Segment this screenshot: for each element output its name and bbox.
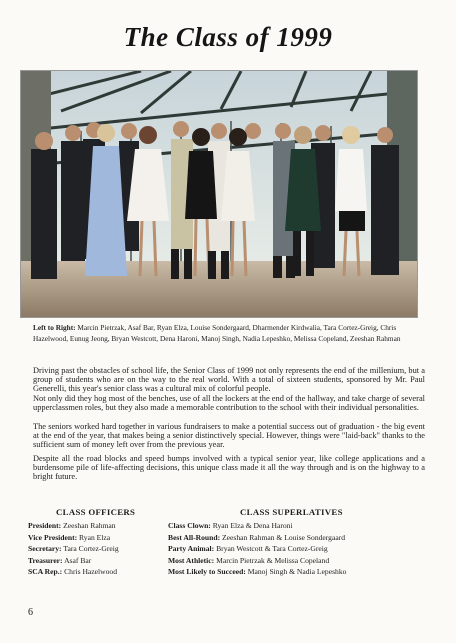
superlative-name: Ryan Elza & Dena Haroni <box>212 521 293 530</box>
officer-name: Ryan Elza <box>79 532 111 542</box>
page-title: The Class of 1999 <box>123 22 333 52</box>
superlative-row <box>168 543 346 555</box>
superlative-role: Best All-Round: <box>168 532 221 542</box>
superlative-role: Class Clown: <box>168 521 211 530</box>
officer-role: Secretary: <box>28 544 62 553</box>
officer-row <box>28 566 119 578</box>
superlative-row <box>168 520 346 532</box>
officer-name: Zeeshan Rahman <box>63 521 116 530</box>
officer-name: Tara Cortez-Greig <box>63 544 119 553</box>
officer-role: President: <box>28 521 62 530</box>
superlatives-heading: CLASS SUPERLATIVES <box>240 507 343 517</box>
officer-row <box>28 543 119 555</box>
superlative-role: Party Animal: <box>168 544 215 553</box>
officer-role: Vice President: <box>28 532 78 542</box>
officer-row <box>28 532 119 544</box>
paragraph-1: Driving past the obstacles of school life, the Senior Class of 1999 not only represents the end of the millenium, but a group of students who are on the way to the real world. With a total of sixteen students, sponsored by Mr. Paul Generelli, this year's senior class was a cultural mix of colorful people. <box>33 366 425 393</box>
superlatives-list <box>168 520 346 578</box>
paragraph-3: The seniors worked hard together in various fundraisers to make a potential success out of graduation - the big event at the end of the year, that makes being a senior distinctively special. However, things were "laid-back" thanks to the sufficient sum of money left over from the previous year. <box>33 422 425 449</box>
officer-name: Chris Hazelwood <box>64 567 118 576</box>
superlative-role: Most Likely to Succeed: <box>168 567 246 576</box>
officer-role: SCA Rep.: <box>28 567 63 576</box>
superlative-row <box>168 566 346 578</box>
officers-list <box>28 520 119 578</box>
superlative-name: Bryan Westcott & Tara Cortez-Greig <box>216 544 328 553</box>
paragraph-2: Not only did they hog most of the benches, use of all the lockers at the end of the hallway, and take charge of several upperclassmen roles, but they also made a memorable contribution to the school with their individual personalities. <box>33 394 425 412</box>
class-group-photo-illustration <box>21 71 417 317</box>
officers-heading: CLASS OFFICERS <box>56 507 136 517</box>
caption-prefix: Left to Right: <box>33 323 76 332</box>
superlative-name: Zeeshan Rahman & Louise Sondergaard <box>222 532 346 542</box>
officer-name: Asaf Bar <box>64 555 92 565</box>
superlative-name: Manoj Singh & Nadia Lepeshko <box>247 567 347 576</box>
photo-caption <box>33 322 413 344</box>
class-group-photo <box>20 70 418 318</box>
officer-role: Treasurer: <box>28 555 63 565</box>
officer-row <box>28 555 119 567</box>
superlative-role: Most Athletic: <box>168 555 215 565</box>
paragraph-4: Despite all the road blocks and speed bumps involved with a typical senior year, like college applications and a burdensome pile of life-affecting decisions, this unique class made it all the way through and is on the highway to a bright future. <box>33 454 425 481</box>
superlative-row <box>168 532 346 544</box>
superlative-row <box>168 555 346 567</box>
caption-names: Marcin Pietrzak, Asaf Bar, Ryan Elza, Louise Sondergaard, Dharmender Kirdwalia, Tara Cortez-Greig, Chris Hazelwood, Eunug Jeong, Bryan Westcott, Dena Haroni, Manoj Singh, Nadia Lepeshko, Melissa Copeland, Zeeshan Rahman <box>33 323 401 343</box>
officer-row <box>28 520 119 532</box>
superlative-name: Marcin Pietrzak & Melissa Copeland <box>216 555 330 565</box>
page-number: 6 <box>28 607 33 618</box>
